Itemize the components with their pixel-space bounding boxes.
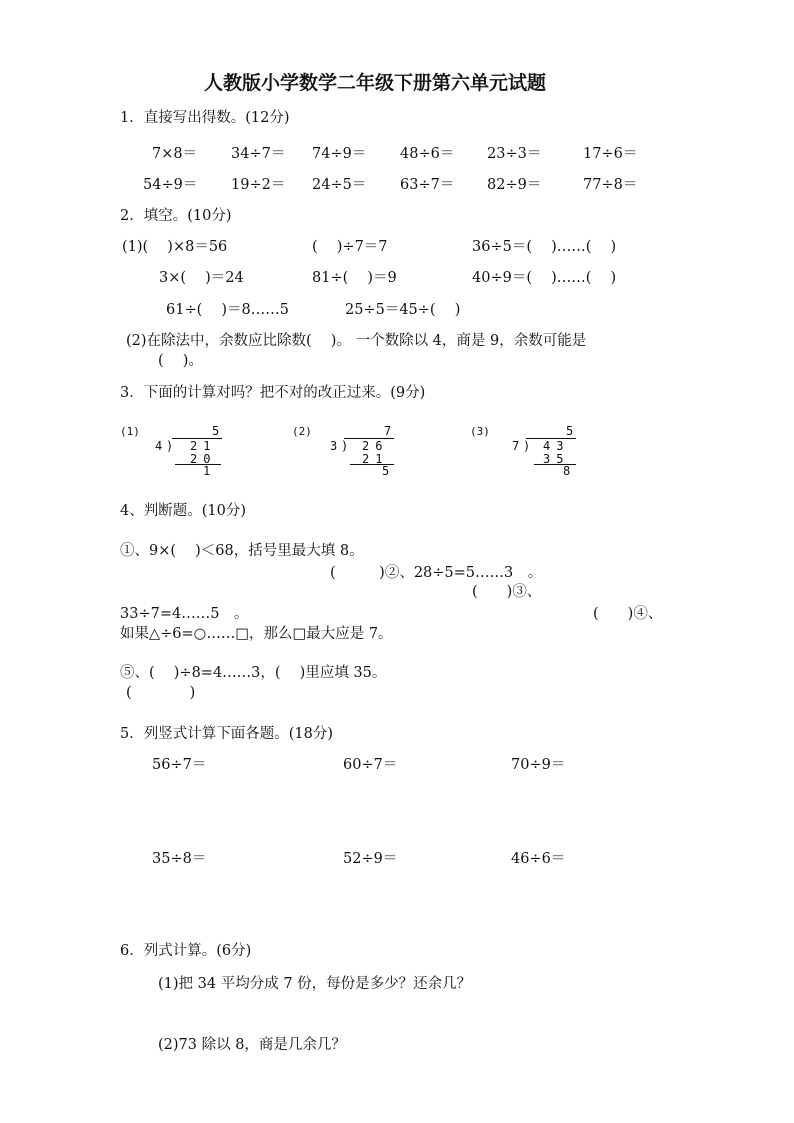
section-2-heading: 2．填空。(10分) [120,208,232,224]
ld2-bracket: ) [341,439,349,453]
s5-row1-q2: 60÷7＝ [343,757,398,773]
s1-row2-q3: 24÷5＝ [312,177,367,193]
s2-r1-c2: ( )÷7＝7 [312,239,388,255]
s2-part2-line2: ( )。 [158,353,203,369]
s4-item4-prefix: ( )④、 [593,606,663,622]
section-5-heading: 5．列竖式计算下面各题。(18分) [120,726,333,742]
s2-r2-c2: 81÷( )＝9 [312,270,397,286]
ld2-quotient: 7 [384,424,392,438]
page-title: 人教版小学数学二年级下册第六单元试题 [204,72,547,94]
s5-row1-q1: 56÷7＝ [152,757,207,773]
ld3-dividend: 43 [543,439,570,453]
ld1-bracket: ) [166,439,174,453]
ld3-label: (3) [470,425,490,438]
s1-row1-q4: 48÷6＝ [400,146,455,162]
ld3-quotient: 5 [566,424,574,438]
s2-r2-c1: 3×( )＝24 [159,270,244,286]
s1-row2-q1: 54÷9＝ [143,177,198,193]
ld2-remainder: 5 [382,464,390,478]
ld1-label: (1) [120,425,140,438]
section-3-heading: 3．下面的计算对吗？把不对的改正过来。(9分) [120,385,426,401]
ld1-dividend: 21 [190,439,217,453]
s4-item4: 如果△÷6=○……□，那么□最大应是 7。 [120,626,393,642]
ld3-bracket: ) [523,439,531,453]
ld1-remainder: 1 [203,464,211,478]
long-division-1 [120,424,220,478]
s1-row2-q4: 63÷7＝ [400,177,455,193]
s5-row1-q3: 70÷9＝ [511,757,566,773]
s5-row2-q3: 46÷6＝ [511,851,566,867]
ld1-quotient: 5 [212,424,220,438]
ld2-label: (2) [292,425,312,438]
s4-item2: ( )②、28÷5=5……3 。 [330,565,543,581]
s4-item5-answer: ( ) [126,685,196,701]
s1-row2-q5: 82÷9＝ [487,177,542,193]
s6-question1: (1)把 34 平均分成 7 份，每份是多少？还余几？ [158,976,472,992]
s4-item1: ①、9×( )＜68，括号里最大填 8。 [120,543,364,559]
s1-row2-q2: 19÷2＝ [231,177,286,193]
s1-row1-q5: 23÷3＝ [487,146,542,162]
ld3-divisor: 7 [512,439,520,453]
s2-r3-c2: 25÷5＝45÷( ) [345,302,461,318]
section-4-heading: 4、判断题。(10分) [120,503,246,519]
s5-row2-q2: 52÷9＝ [343,851,398,867]
long-division-3 [470,424,574,478]
s4-item5: ⑤、( )÷8=4……3，( )里应填 35。 [120,665,387,681]
s2-r1-c1: (1)( )×8＝56 [122,239,228,255]
ld2-divisor: 3 [330,439,338,453]
ld2-dividend: 26 [362,439,389,453]
ld1-divisor: 4 [155,439,163,453]
s2-r3-c1: 61÷( )＝8……5 [166,302,289,318]
ld3-product: 35 [543,452,570,466]
s2-r1-c3: 36÷5＝( )……( ) [472,239,617,255]
ld3-remainder: 8 [563,464,571,478]
s4-item3-prefix: ( )③、 [472,584,542,600]
s1-row1-q3: 74÷9＝ [312,146,367,162]
s2-r2-c3: 40÷9＝( )……( ) [472,270,617,286]
s2-part2-line1: (2)在除法中，余数应比除数( )。 一个数除以 4，商是 9，余数可能是 [126,333,587,349]
s1-row1-q2: 34÷7＝ [231,146,286,162]
s4-item3: 33÷7=4……5 。 [120,606,249,622]
ld1-product: 20 [190,452,217,466]
long-division-2 [292,424,392,478]
ld1-mid-bar [175,464,221,465]
section-1-heading: 1．直接写出得数。(12分) [120,110,290,126]
s1-row1-q6: 17÷6＝ [583,146,638,162]
s1-row2-q6: 77÷8＝ [583,177,638,193]
s6-question2: (2)73 除以 8，商是几余几？ [158,1037,346,1053]
s1-row1-q1: 7×8＝ [152,146,198,162]
ld2-product: 21 [362,452,389,466]
s5-row2-q1: 35÷8＝ [152,851,207,867]
section-6-heading: 6．列式计算。(6分) [120,943,252,959]
